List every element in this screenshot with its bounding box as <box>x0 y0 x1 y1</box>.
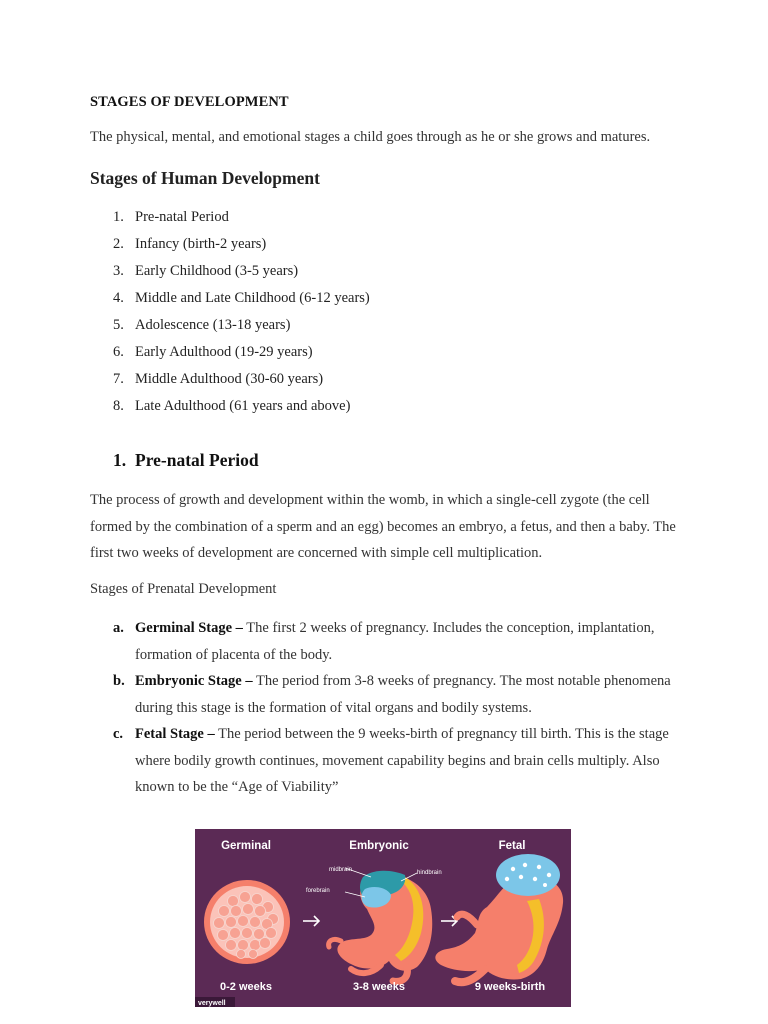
prenatal-stages-list <box>90 615 690 801</box>
hindbrain-label: hindbrain <box>417 870 442 876</box>
list-item: 2. Infancy (birth-2 years) <box>113 236 267 252</box>
list-item: 8. Late Adulthood (61 years and above) <box>113 398 351 414</box>
prenatal-heading: 1. Pre-natal Period <box>113 450 259 470</box>
list-item: a. Germinal Stage – The first 2 weeks of pregnancy. Includes the conception, implantation, formation of placenta of the body. <box>113 620 655 663</box>
column-title-fetal: Fetal <box>498 840 526 852</box>
midbrain-label: midbrain <box>329 867 353 873</box>
list-item: 4. Middle and Late Childhood (6-12 years) <box>113 290 370 306</box>
prenatal-paragraph: The process of growth and development within the womb, in which a single-cell zygote (the cell formed by the combination of a sperm and an egg) becomes an embryo, a fetus, and then a baby. The first two weeks of development are concerned with simple cell multiplication. <box>90 492 676 561</box>
list-item: 3. Early Childhood (3-5 years) <box>113 263 299 279</box>
period-label-germinal: 0-2 weeks <box>220 981 272 993</box>
stages-list <box>90 204 370 420</box>
list-item: c. Fetal Stage – The period between the 9 weeks-birth of pregnancy till birth. This is the stage where bodily growth continues, movement capability begins and brain cells multiply. Also known to be the “Age of Viability” <box>113 726 669 795</box>
section-heading: Stages of Human Development <box>90 168 320 188</box>
watermark-logo: verywell <box>198 1000 226 1007</box>
column-title-germinal: Germinal <box>221 840 271 852</box>
list-item: 5. Adolescence (13-18 years) <box>113 317 291 333</box>
zygote-illustration <box>204 880 290 964</box>
period-label-fetal: 9 weeks-birth <box>474 981 546 993</box>
period-label-embryonic: 3-8 weeks <box>353 981 405 993</box>
document-title: STAGES OF DEVELOPMENT <box>90 94 289 110</box>
prenatal-stages-label: Stages of Prenatal Development <box>90 581 277 597</box>
list-item: 7. Middle Adulthood (30-60 years) <box>113 371 324 387</box>
list-item: 6. Early Adulthood (19-29 years) <box>113 344 313 360</box>
forebrain-label: forebrain <box>306 888 330 894</box>
column-title-embryonic: Embryonic <box>349 840 409 852</box>
list-item: 1. Pre-natal Period <box>113 209 229 225</box>
intro-text: The physical, mental, and emotional stages a child goes through as he or she grows and matures. <box>90 129 651 145</box>
prenatal-development-figure <box>195 829 571 1007</box>
list-item: b. Embryonic Stage – The period from 3-8 weeks of pregnancy. The most notable phenomena during this stage is the formation of vital organs and bodily systems. <box>113 673 671 716</box>
